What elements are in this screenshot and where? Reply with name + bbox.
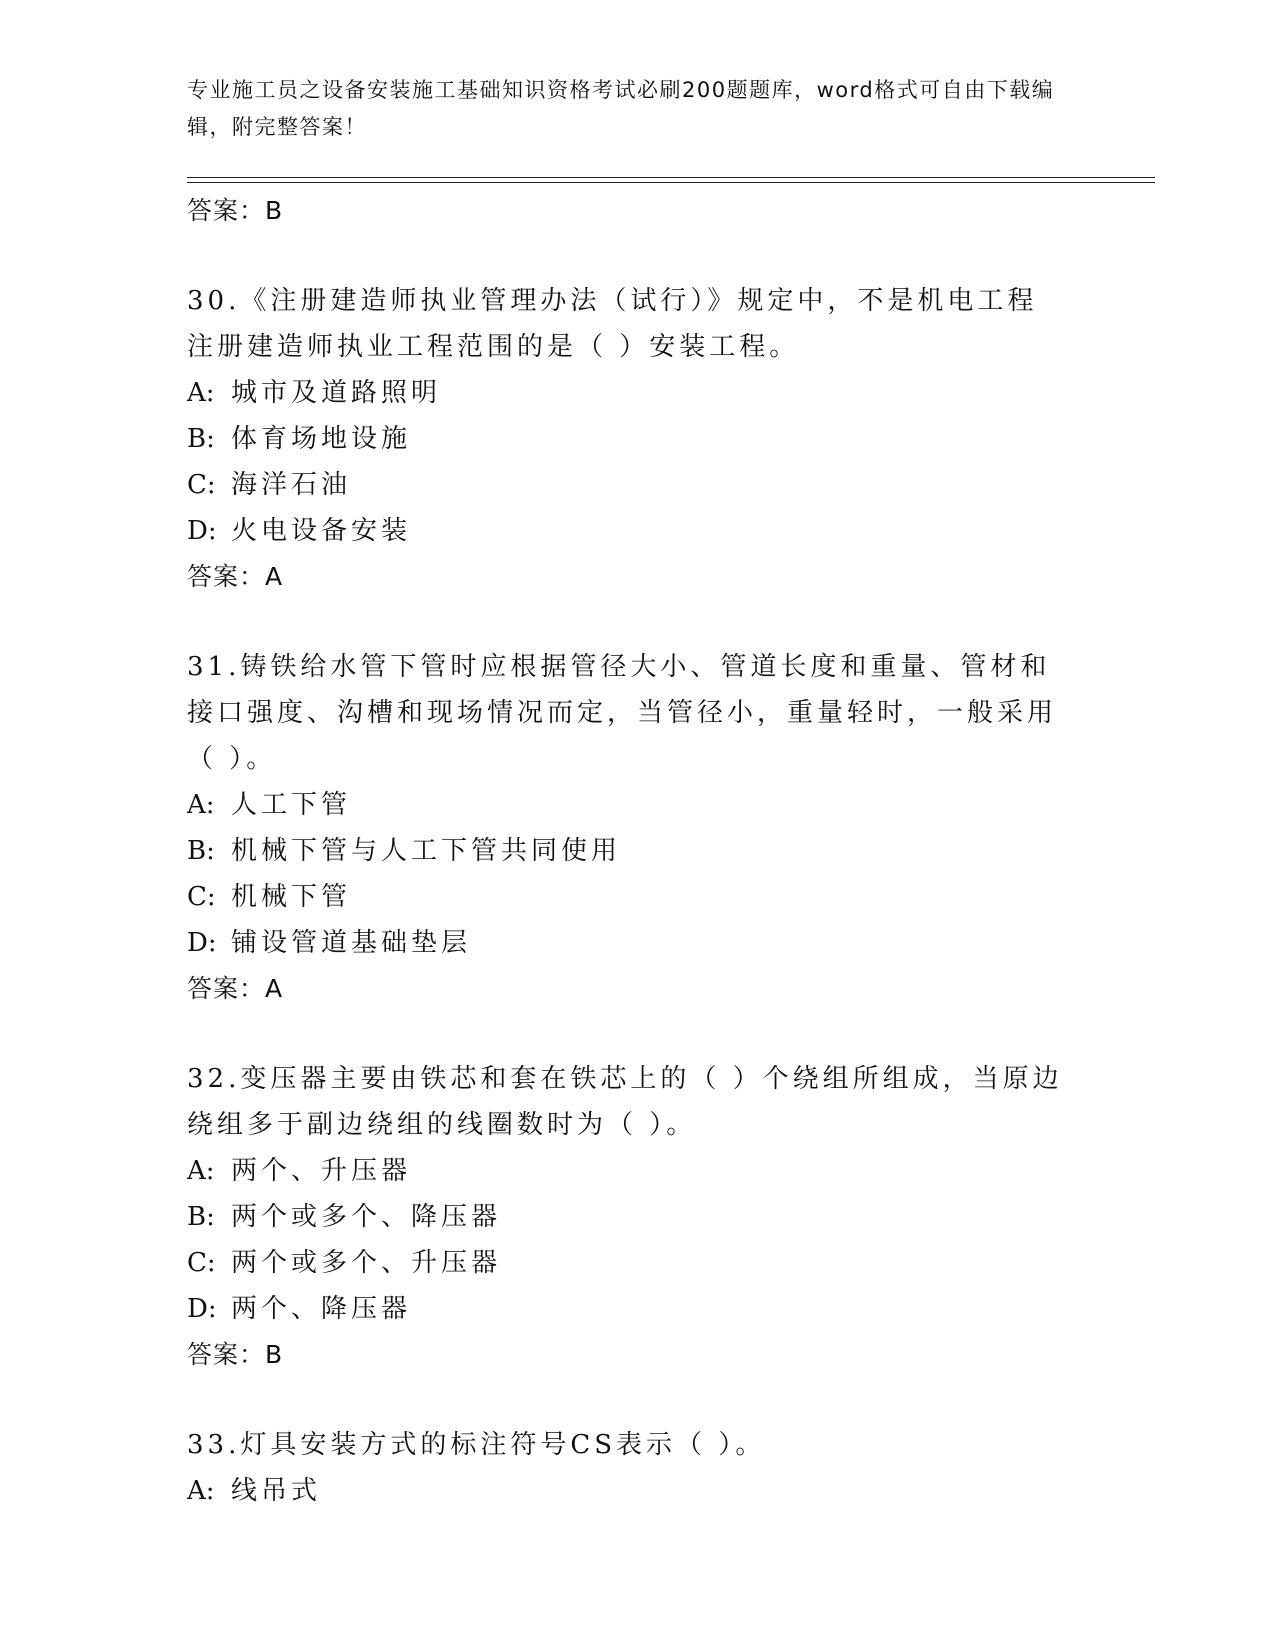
answer-line: 答案：B xyxy=(187,1340,284,1369)
option-line xyxy=(187,828,1087,874)
option-line xyxy=(187,416,1087,462)
option-line xyxy=(187,462,1087,508)
option-text: 两个或多个、升压器 xyxy=(231,1248,502,1278)
option-line xyxy=(187,1240,1087,1286)
option-key: C: xyxy=(187,882,216,912)
option-key: B: xyxy=(187,836,215,866)
option-text: 线吊式 xyxy=(231,1476,322,1506)
option-text: 体育场地设施 xyxy=(231,424,412,454)
page-header: 专业施工员之设备安装施工基础知识资格考试必刷200题题库，word格式可自由下载编辑，附完整答案！ xyxy=(187,78,1055,139)
option-key: D: xyxy=(187,928,217,958)
option-text: 城市及道路照明 xyxy=(231,378,442,408)
answer-line: 答案：B xyxy=(187,196,284,225)
question-item xyxy=(187,1422,1087,1514)
question-item xyxy=(187,644,1087,1012)
option-text: 人工下管 xyxy=(231,790,352,820)
option-text: 机械下管 xyxy=(231,882,352,912)
option-line xyxy=(187,508,1087,554)
option-key: A: xyxy=(187,1156,215,1186)
question-text: 33.灯具安装方式的标注符号CS表示（ ）。 xyxy=(187,1430,766,1460)
option-line xyxy=(187,1286,1087,1332)
option-line xyxy=(187,1148,1087,1194)
option-key: A: xyxy=(187,790,215,820)
option-key: A: xyxy=(187,1476,215,1506)
document-body xyxy=(187,188,1087,1514)
option-key: B: xyxy=(187,424,215,454)
question-text: 32.变压器主要由铁芯和套在铁芯上的（ ）个绕组所组成，当原边绕组多于副边绕组的线圈数时为（ ）。 xyxy=(187,1064,1063,1140)
option-text: 火电设备安装 xyxy=(231,516,412,546)
header-rule-bottom xyxy=(187,182,1155,183)
answer-line: 答案：A xyxy=(187,974,284,1003)
option-key: C: xyxy=(187,1248,216,1278)
option-text: 两个或多个、降压器 xyxy=(231,1202,502,1232)
answer-line: 答案：A xyxy=(187,562,284,591)
option-text: 机械下管与人工下管共同使用 xyxy=(231,836,622,866)
question-item xyxy=(187,278,1087,600)
option-text: 两个、升压器 xyxy=(231,1156,412,1186)
header-rule-top xyxy=(187,177,1155,178)
option-key: C: xyxy=(187,470,216,500)
question-text: 31.铸铁给水管下管时应根据管径大小、管道长度和重量、管材和接口强度、沟槽和现场情况而定，当管径小，重量轻时，一般采用（ ）。 xyxy=(187,652,1058,774)
option-key: D: xyxy=(187,516,217,546)
option-text: 海洋石油 xyxy=(231,470,352,500)
option-line xyxy=(187,1468,1087,1514)
option-text: 铺设管道基础垫层 xyxy=(231,928,472,958)
question-item xyxy=(187,1056,1087,1378)
option-key: A: xyxy=(187,378,215,408)
option-line xyxy=(187,920,1087,966)
option-text: 两个、降压器 xyxy=(231,1294,412,1324)
option-line xyxy=(187,370,1087,416)
option-key: D: xyxy=(187,1294,217,1324)
question-text: 30.《注册建造师执业管理办法（试行）》规定中，不是机电工程注册建造师执业工程范围的是（ ）安装工程。 xyxy=(187,286,1038,362)
option-line xyxy=(187,782,1087,828)
option-line xyxy=(187,874,1087,920)
option-line xyxy=(187,1194,1087,1240)
option-key: B: xyxy=(187,1202,215,1232)
